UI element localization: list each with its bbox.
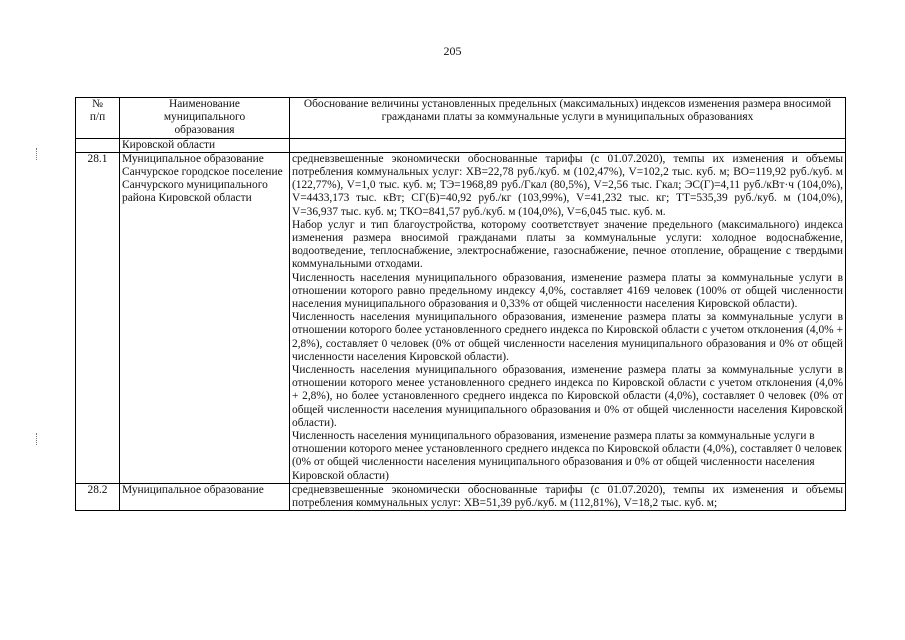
table-row	[76, 483, 846, 510]
header-number-text: № п/п	[89, 98, 106, 124]
description-paragraph: Численность населения муниципального образования, изменение размера платы за коммунальные услуги в отношении которого менее установленного среднего индекса по Кировской области (4,0%), составляет 0 человек (0% от общей численности населения муниципального образования и 0% от общей численности населения Кировской области)	[292, 430, 842, 482]
table-row	[76, 152, 846, 483]
description-paragraph: Численность населения муниципального образования, изменение размера платы за коммунальные услуги в отношении которого менее установленного среднего индекса по Кировской области с учетом отклонения (4,0% + 2,8%), но более установленного среднего индекса по Кировской области (4,0%), составляет 0 человек (0% от общей численности населения муниципального образования и 0% от общей численности населения Кировской области).	[292, 364, 843, 429]
header-number	[76, 98, 120, 139]
description-paragraph: средневзвешенные экономически обоснованные тарифы (с 01.07.2020), темпы их изменения и объемы потребления коммунальных услуг: ХВ=22,78 руб./куб. м (102,47%), V=102,2 тыс. куб. м; ВО=119,92 руб./куб. м (122,77%), V=1,0 тыс. куб. м; ТЭ=1968,89 руб./Гкал (80,5%), V=2,56 тыс. Гкал; ЭС(Г)=4,11 руб./кВт·ч (104,0%), V=4433,173 тыс. кВт; СГ(Б)=40,92 руб./кг (103,99%), V=41,232 тыс. кг; ТТ=535,39 руб./куб. м (104,0%), V=36,937 тыс. куб. м; ТКО=841,57 руб./куб. м (104,0%), V=6,045 тыс. куб. м.	[292, 152, 843, 218]
region-cell: Кировской области	[120, 138, 290, 152]
header-description	[290, 98, 846, 139]
row-description	[290, 152, 846, 483]
municipality-name: Муниципальное образование Санчурское городское поселение Санчурского муниципального района Кировской области	[120, 152, 290, 483]
region-row	[76, 138, 846, 152]
tariff-table	[75, 97, 846, 511]
margin-mark	[36, 148, 43, 160]
description-paragraph: Численность населения муниципального образования, изменение размера платы за коммунальные услуги в отношении которого более установленного среднего индекса по Кировской области с учетом отклонения (4,0% + 2,8%), составляет 0 человек (0% от общей численности населения муниципального образования и 0% от общей численности населения Кировской области).	[292, 311, 843, 363]
page-number: 205	[443, 44, 462, 58]
row-description	[290, 483, 846, 510]
header-name	[120, 98, 290, 139]
municipality-name: Муниципальное образование	[120, 483, 290, 510]
description-paragraph: Набор услуг и тип благоустройства, которому соответствует значение предельного (максимального) индекса изменения размера вносимой гражданами платы за коммунальные услуги: холодное водоснабжение, водоотведение, теплоснабжение, электроснабжение, газоснабжение, печное отопление, обращение с твердыми коммунальными отходами.	[292, 218, 843, 271]
table-header-row	[76, 98, 846, 139]
header-description-text: Обоснование величины установленных предельных (максимальных) индексов изменения размера вносимой гражданами платы за коммунальные услуги в муниципальных образованиях	[303, 98, 832, 124]
row-number: 28.1	[76, 152, 120, 483]
header-name-text: Наименование муниципального образования	[163, 98, 246, 137]
description-paragraph: Численность населения муниципального образования, изменение размера платы за коммунальные услуги в отношении которого равно предельному индексу 4,0%, составляет 4169 человек (100% от общей численности населения муниципального образования и 0,33% от общей численности населения Кировской области).	[292, 271, 843, 311]
description-paragraph: средневзвешенные экономически обоснованные тарифы (с 01.07.2020), темпы их изменения и объемы потребления коммунальных услуг: ХВ=51,39 руб./куб. м (112,81%), V=18,2 тыс. куб. м;	[292, 483, 843, 510]
region-cell-empty	[76, 138, 120, 152]
row-number: 28.2	[76, 483, 120, 510]
region-cell-empty	[290, 138, 846, 152]
margin-mark	[36, 433, 43, 445]
